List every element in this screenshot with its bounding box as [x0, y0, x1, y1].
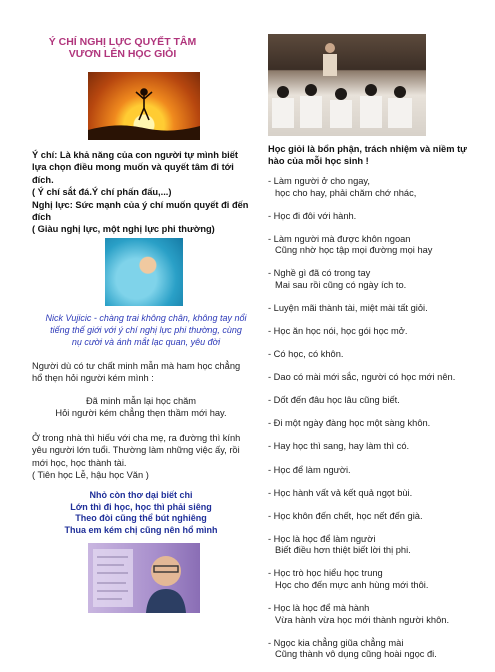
list-item: - Ngọc kia chẳng giũa chẳng mài Cũng thành vô dụng cũng hoài ngọc đi.	[268, 637, 437, 660]
bill-gates-photo	[88, 543, 200, 613]
definitions	[32, 149, 250, 236]
list-item: - Làm người mà được khôn ngoan Cũng nhờ học tập mọi đường mọi hay	[268, 233, 433, 256]
list-item: - Học là học để làm người Biết điều hơn thiệt biết lời thị phi.	[268, 533, 411, 556]
photo-caption: Nick Vujicic - chàng trai không chân, không tay nổi tiếng thế giới với ý chí nghị lực phi thường, cùng nụ cười và ánh mắt lạc quan, yêu đời	[45, 313, 247, 347]
list-item: - Dốt đến đâu học lâu cũng biết.	[268, 395, 400, 406]
list-item: - Luyện mãi thành tài, miệt mài tất giỏi.	[268, 302, 428, 313]
paragraph: Người dù có tư chất minh mẫn mà ham học chẳng hổ thẹn hỏi người kém mình :	[32, 361, 241, 384]
list-item: - Dao có mài mới sắc, người có học mới nên.	[268, 372, 456, 383]
list-item: - Nghề gì đã có trong tay Mai sau rồi cũng có ngày ích to.	[268, 268, 407, 290]
list-item: - Học trò học hiểu học trung Học cho đến mực anh hùng mới thôi.	[268, 568, 429, 590]
list-item: - Học đi đôi với hành.	[268, 210, 357, 221]
section-heading: Học giỏi là bổn phận, trách nhiệm và niềm tự hào của mỗi học sinh !	[268, 144, 467, 167]
definition-line: Nghị lực: Sức mạnh của ý chí muốn quyết đi đến đích	[32, 199, 249, 223]
poem: Nhỏ còn thơ dại biết chi Lớn thì đi học, học thì phải siêng Theo đòi cũng thể bút nghiêng Thua em kém chị cũng nên hổ mình	[64, 490, 218, 535]
definition-line: ( Giàu nghị lực, một nghị lực phi thường)	[32, 224, 215, 235]
list-item: - Hay học thì sang, hay làm thì có.	[268, 441, 410, 452]
list-item: - Học là học để mà hành Vừa hành vừa học mới thành người khôn.	[268, 603, 450, 625]
list-item: - Học hành vất vả kết quả ngọt bùi.	[268, 487, 413, 498]
paragraph: Ở trong nhà thì hiếu với cha mẹ, ra đường thì kính yêu người lớn tuổi. Thường làm những việc ấy, rồi mới học, học thành tài. ( Tiên học Lễ, hậu học Văn )	[32, 433, 241, 481]
classroom-photo	[268, 34, 426, 136]
definition-line: Ý chí: Là khả năng của con người tự mình biết lựa chọn điều mong muốn và quyết tâm đi tới đích.	[32, 150, 239, 185]
page-title: Ý CHÍ NGHỊ LỰC QUYẾT TÂM VƯƠN LÊN HỌC GIỎI	[48, 36, 197, 60]
list-item: - Làm người ở cho ngay, học cho hay, phải chăm chớ nhác,	[268, 176, 417, 198]
list-item: - Học để làm người.	[268, 464, 351, 475]
list-item: - Đi một ngày đàng học một sàng khôn.	[268, 418, 431, 429]
nick-vujicic-photo	[105, 238, 183, 306]
list-item: - Học ăn học nói, học gói học mở.	[268, 325, 408, 336]
quote: Đã minh mẫn lại học chăm Hỏi người kém chẳng thẹn thầm mới hay.	[55, 396, 227, 419]
list-item: - Có học, có khôn.	[268, 349, 344, 360]
definition-line: ( Ý chí sắt đá.Ý chí phấn đấu,...)	[32, 187, 172, 198]
list-item: - Học khôn đến chết, học nết đến già.	[268, 510, 423, 521]
sunset-photo	[88, 72, 200, 140]
sayings-list	[268, 176, 473, 672]
